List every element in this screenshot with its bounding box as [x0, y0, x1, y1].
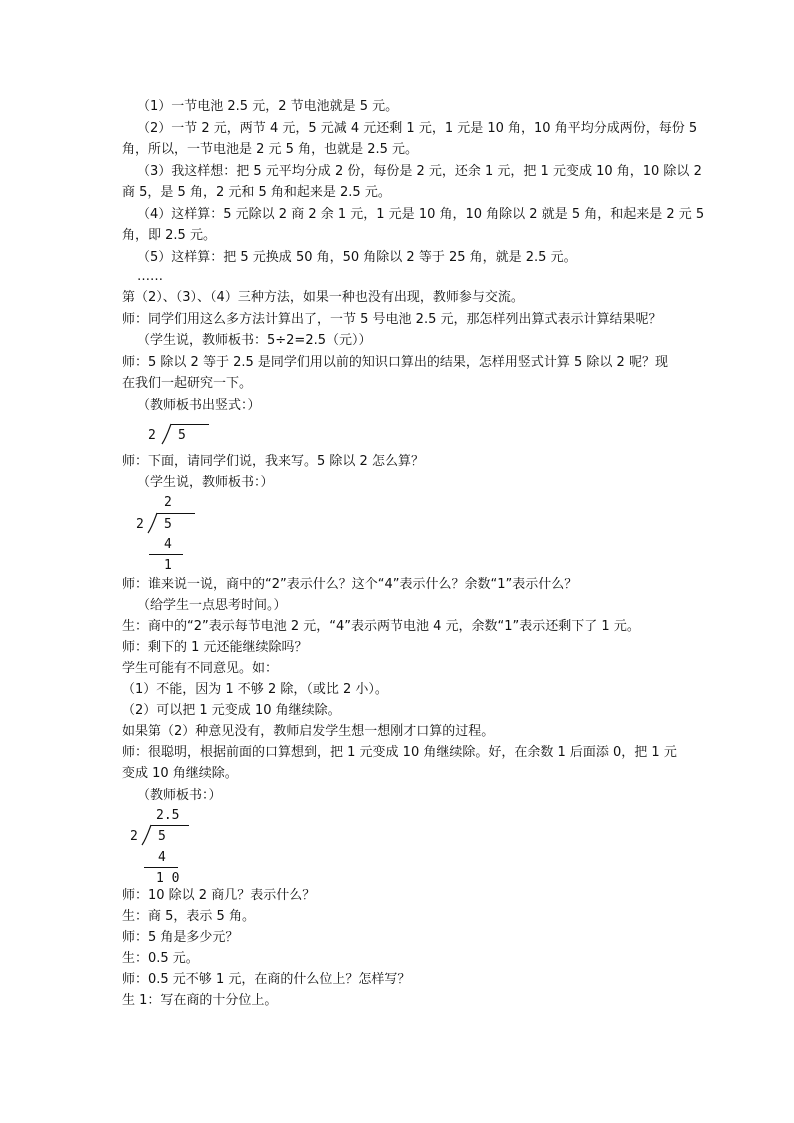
paragraph-line: 师：同学们用这么多方法计算出了，一节 5 号电池 2.5 元，那怎样列出算式表示计算结果呢？ — [122, 312, 662, 327]
paragraph-line: 生 1：写在商的十分位上。 — [122, 993, 278, 1008]
paragraph-line: （给学生一点思考时间。） — [137, 598, 287, 613]
paragraph-line: 生：商中的“2”表示每节电池 2 元，“4”表示两节电池 4 元，余数“1”表示还剩下了 1 元。 — [122, 619, 640, 634]
long-division-1 — [148, 423, 218, 445]
subtraction-bar — [144, 867, 178, 868]
method-2-line-2: 角，所以，一节电池是 2 元 5 角，也就是 2.5 元。 — [122, 142, 419, 157]
paragraph-line: 师：0.5 元不够 1 元，在商的什么位上？怎样写？ — [122, 972, 411, 987]
long-division-2 — [136, 495, 216, 579]
paragraph-line: 师：剩下的 1 元还能继续除吗？ — [122, 640, 308, 655]
remainder: 1 — [164, 558, 172, 573]
paragraph-line: 变成 10 角继续除。 — [122, 766, 238, 781]
product: 4 — [158, 850, 166, 865]
paragraph-line: 师：很聪明，根据前面的口算想到，把 1 元变成 10 角继续除。好，在余数 1 后面添 0，把 1 元 — [122, 745, 677, 760]
subtraction-bar — [149, 554, 183, 555]
division-bracket — [141, 824, 155, 846]
method-4-line-1: （4）这样算：5 元除以 2 商 2 余 1 元，1 元是 10 角，10 角除以 2 就是 5 角，和起来是 2 元 5 — [137, 207, 705, 222]
paragraph-line: 第（2）、（3）、（4）三种方法，如果一种也没有出现，教师参与交流。 — [122, 290, 524, 305]
quotient: 2 — [164, 495, 172, 510]
product: 4 — [164, 537, 172, 552]
paragraph-line: 师：5 除以 2 等于 2.5 是同学们用以前的知识口算出的结果，怎样用竖式计算 5 除以 2 呢？现 — [122, 355, 668, 370]
paragraph-line: 师：5 角是多少元？ — [122, 930, 239, 945]
paragraph-line: 师：谁来说一说，商中的“2”表示什么？这个“4”表示什么？余数“1”表示什么？ — [122, 577, 578, 592]
method-4-line-2: 角，即 2.5 元。 — [122, 228, 216, 243]
division-bar — [157, 513, 195, 514]
division-bracket — [147, 512, 161, 534]
paragraph-line: 师：下面，请同学们说，我来写。5 除以 2 怎么算？ — [122, 454, 424, 469]
method-3-line-2: 商 5，是 5 角，2 元和 5 角和起来是 2.5 元。 — [122, 185, 391, 200]
long-division-3 — [130, 808, 210, 888]
ellipsis-line: …… — [137, 269, 163, 284]
divisor: 2 — [148, 428, 156, 443]
quotient: 2.5 — [156, 808, 180, 823]
dividend: 5 — [158, 829, 166, 844]
paragraph-line: （学生说，教师板书：） — [137, 475, 274, 490]
divisor: 2 — [136, 517, 144, 532]
method-2-line-1: （2）一节 2 元，两节 4 元，5 元减 4 元还剩 1 元，1 元是 10 角，10 角平均分成两份，每份 5 — [137, 121, 698, 136]
division-bar — [171, 424, 209, 425]
paragraph-line: 生：0.5 元。 — [122, 951, 199, 966]
method-1-line: （1）一节电池 2.5 元，2 节电池就是 5 元。 — [137, 99, 399, 114]
paragraph-line: （教师板书：） — [137, 788, 222, 803]
paragraph-line: 学生可能有不同意见。如： — [122, 661, 279, 676]
paragraph-line: （学生说，教师板书：5÷2=2.5（元）） — [137, 333, 372, 348]
method-3-line-1: （3）我这样想：把 5 元平均分成 2 份，每份是 2 元，还余 1 元，把 1 元变成 10 角，10 除以 2 — [137, 164, 702, 179]
paragraph-line: 在我们一起研究一下。 — [122, 376, 253, 391]
dividend: 5 — [178, 428, 186, 443]
opinion-1-line: （1）不能，因为 1 不够 2 除，（或比 2 小）。 — [122, 682, 388, 697]
division-bracket — [161, 423, 175, 445]
paragraph-line: 如果第（2）种意见没有，教师启发学生想一想刚才口算的过程。 — [122, 724, 495, 739]
dividend: 5 — [164, 517, 172, 532]
paragraph-line: 生：商 5，表示 5 角。 — [122, 909, 255, 924]
method-5-line: （5）这样算：把 5 元换成 50 角，50 角除以 2 等于 25 角，就是 2.5 元。 — [137, 250, 577, 265]
paragraph-line: （教师板书出竖式：） — [137, 398, 261, 413]
remainder: 1 0 — [156, 871, 180, 886]
division-bar — [151, 825, 189, 826]
divisor: 2 — [130, 829, 138, 844]
paragraph-line: 师：10 除以 2 商几？表示什么？ — [122, 888, 316, 903]
opinion-2-line: （2）可以把 1 元变成 10 角继续除。 — [122, 703, 341, 718]
